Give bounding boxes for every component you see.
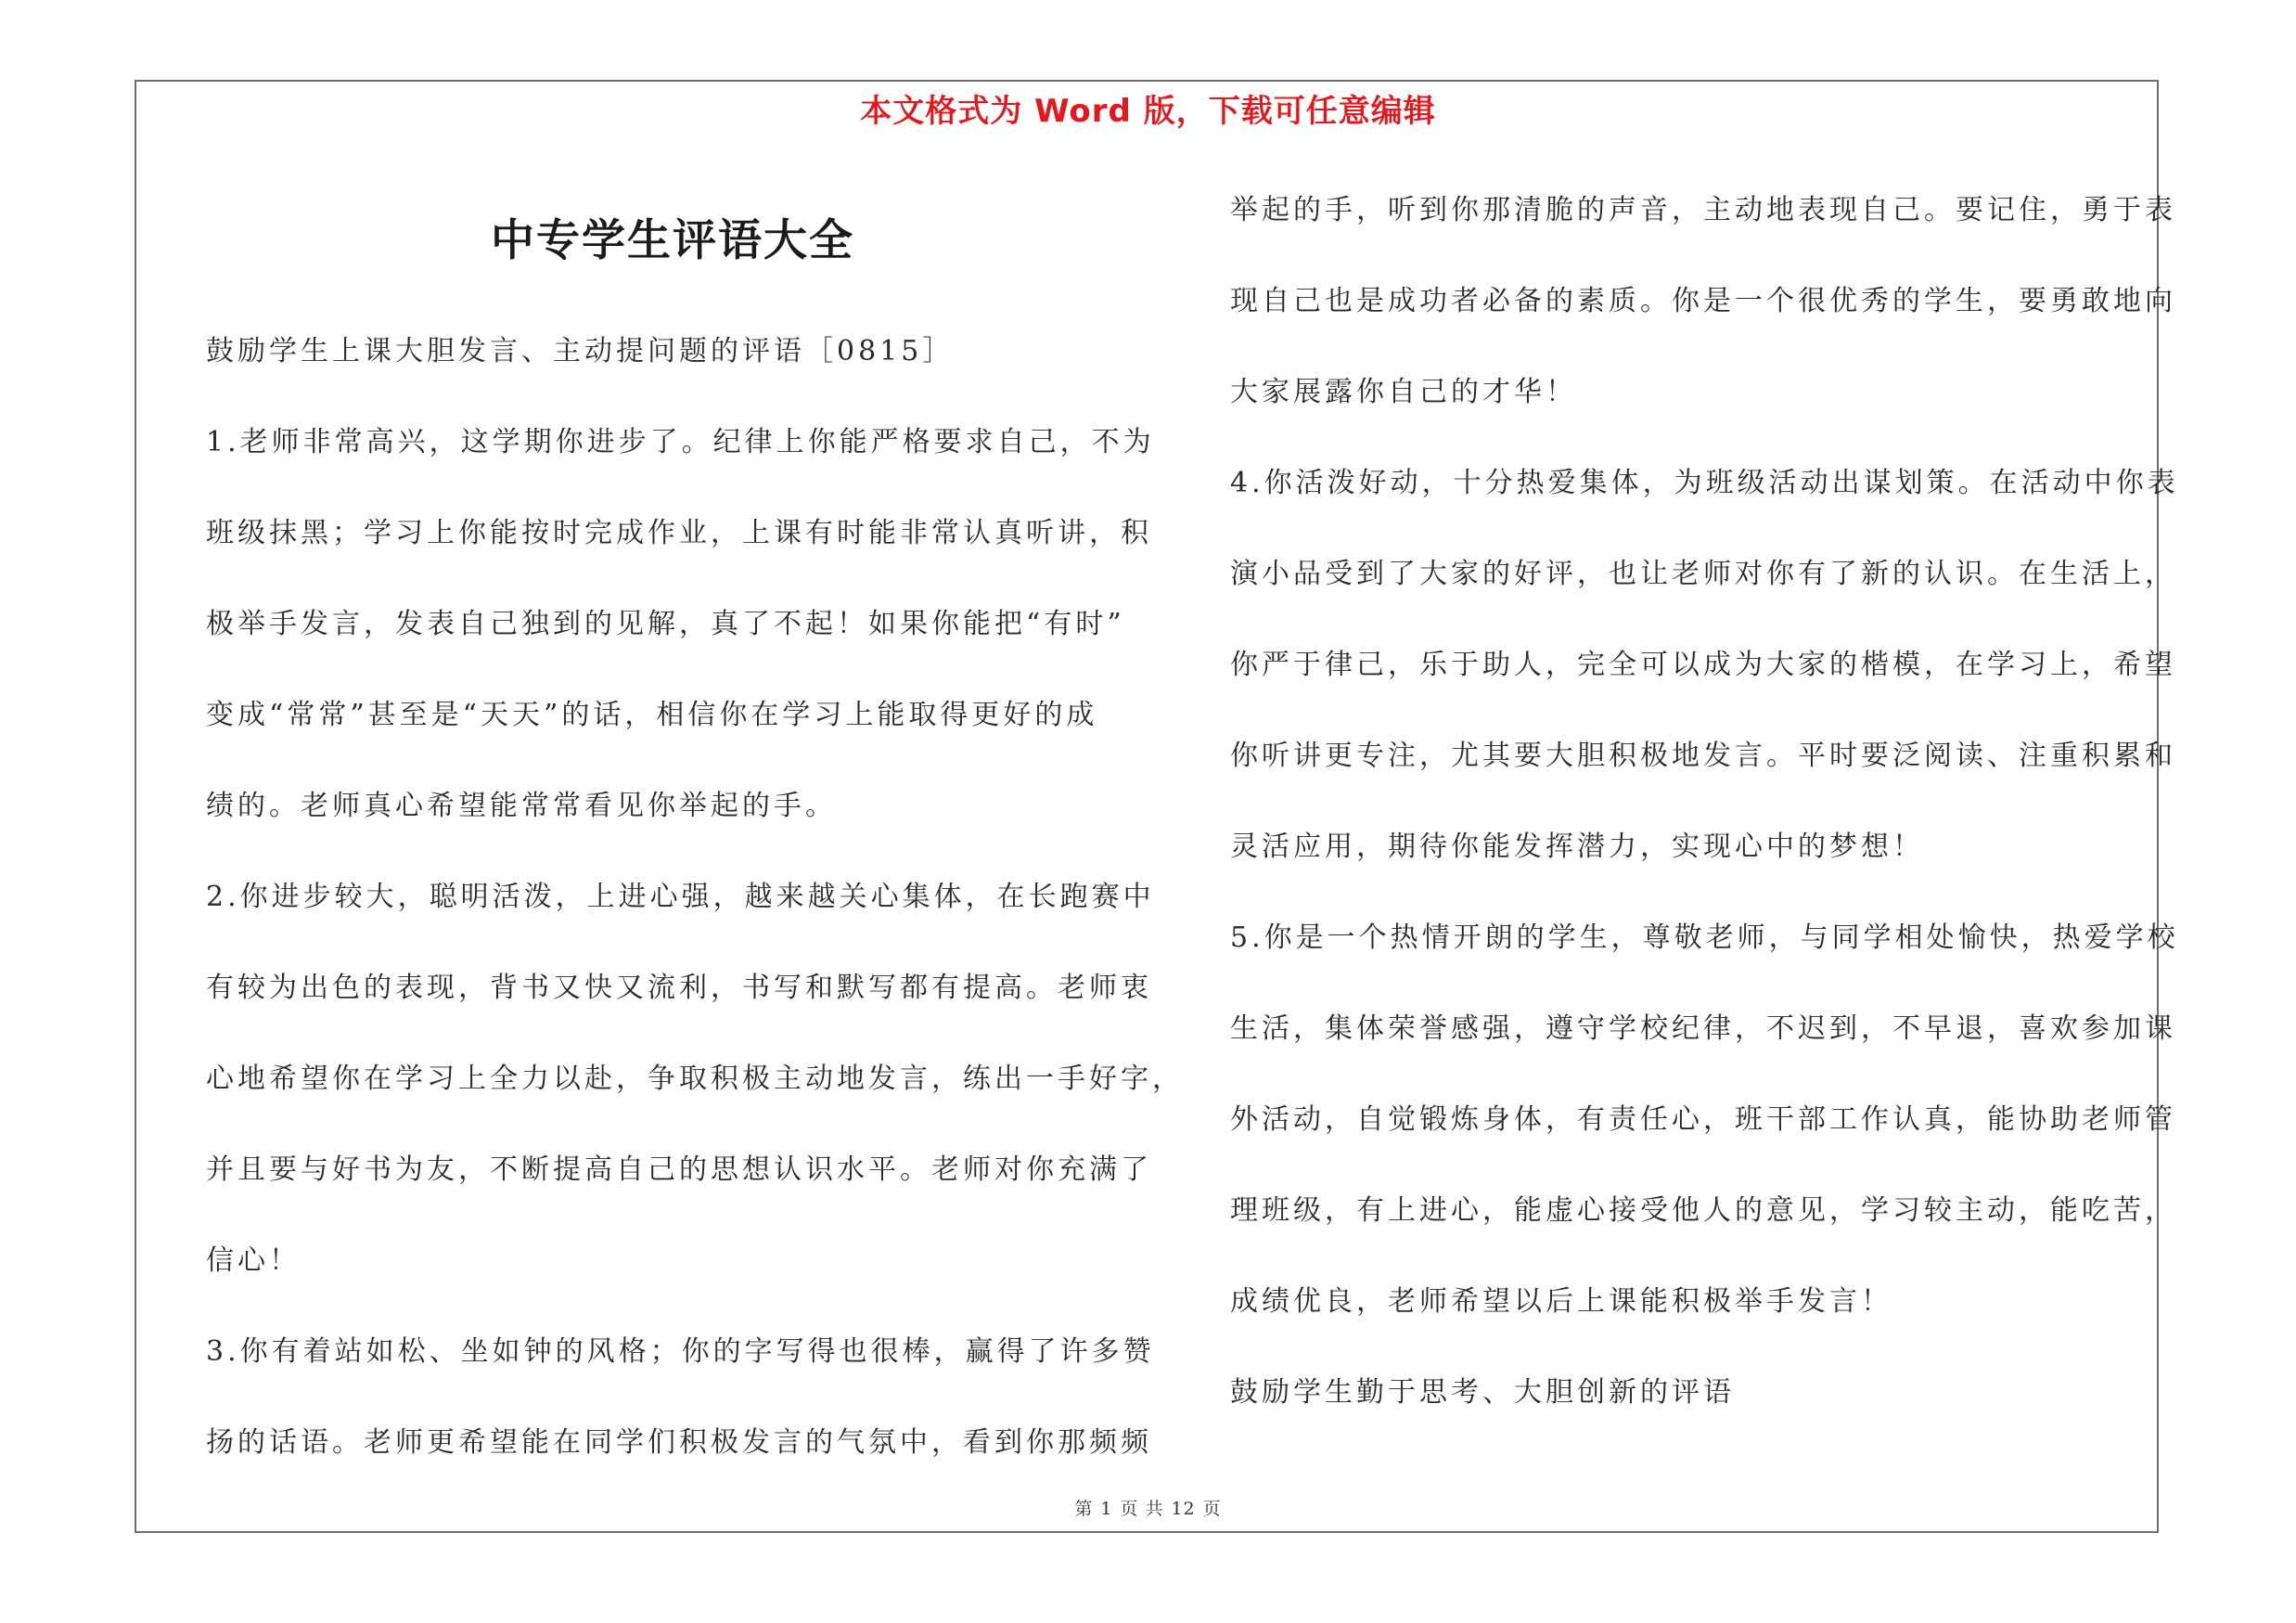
text-line: 现自己也是成功者必备的素质。你是一个很优秀的学生，要勇敢地向 [1230, 285, 2176, 317]
footer-prefix: 第 [1074, 1499, 1094, 1519]
text-line: 有较为出色的表现，背书又快又流利，书写和默写都有提高。老师衷 [206, 972, 1152, 1004]
footer-page-number: 1 [1100, 1499, 1113, 1519]
footer-total-pages: 12 [1171, 1499, 1196, 1519]
text-line: 5.你是一个热情开朗的学生，尊敬老师，与同学相处愉快，热爱学校 [1230, 921, 2179, 954]
document-title: 中专学生评语大全 [491, 215, 854, 266]
text-line: 你听讲更专注，尤其要大胆积极地发言。平时要泛阅读、注重积累和 [1230, 740, 2176, 772]
text-line: 心地希望你在学习上全力以赴，争取积极主动地发言，练出一手好字， [206, 1063, 1184, 1095]
text-line: 演小品受到了大家的好评，也让老师对你有了新的认识。在生活上， [1230, 558, 2176, 590]
left-column [206, 306, 1184, 1488]
text-line: 4.你活泼好动，十分热爱集体，为班级活动出谋划策。在活动中你表 [1230, 467, 2179, 499]
text-line: 极举手发言，发表自己独到的见解，真了不起！如果你能把“有时” [206, 608, 1125, 640]
footer-mid: 页 共 [1120, 1499, 1164, 1519]
text-line: 扬的话语。老师更希望能在同学们积极发言的气氛中，看到你那频频 [206, 1426, 1152, 1459]
text-line: 生活，集体荣誉感强，遵守学校纪律，不迟到，不早退，喜欢参加课 [1230, 1012, 2176, 1045]
format-banner: 本文格式为 Word 版，下载可任意编辑 [860, 93, 1436, 130]
text-line: 外活动，自觉锻炼身体，有责任心，班干部工作认真，能协助老师管 [1230, 1103, 2176, 1136]
text-line: 灵活应用，期待你能发挥潜力，实现心中的梦想！ [1230, 831, 1924, 863]
text-line: 大家展露你自己的才华！ [1230, 376, 1577, 408]
right-column [1230, 165, 2179, 1438]
page-footer [0, 1495, 2296, 1520]
text-line: 1.老师非常高兴，这学期你进步了。纪律上你能严格要求自己，不为 [206, 426, 1155, 458]
text-line: 信心！ [206, 1244, 301, 1277]
text-line: 成绩优良，老师希望以后上课能积极举手发言！ [1230, 1285, 1892, 1318]
text-line: 理班级，有上进心，能虚心接受他人的意见，学习较主动，能吃苦， [1230, 1194, 2176, 1227]
text-line: 绩的。老师真心希望能常常看见你举起的手。 [206, 790, 837, 822]
text-line: 并且要与好书为友，不断提高自己的思想认识水平。老师对你充满了 [206, 1153, 1152, 1186]
text-line: 鼓励学生勤于思考、大胆创新的评语 [1230, 1376, 1735, 1409]
text-line: 2.你进步较大，聪明活泼，上进心强，越来越关心集体，在长跑赛中 [206, 881, 1155, 913]
text-line: 鼓励学生上课大胆发言、主动提问题的评语［0815］ [206, 335, 955, 367]
text-line: 班级抹黑；学习上你能按时完成作业，上课有时能非常认真听讲，积 [206, 517, 1152, 549]
text-line: 3.你有着站如松、坐如钟的风格；你的字写得也很棒，赢得了许多赞 [206, 1335, 1155, 1368]
text-line: 举起的手，听到你那清脆的声音，主动地表现自己。要记住，勇于表 [1230, 194, 2176, 226]
text-line: 你严于律己，乐于助人，完全可以成为大家的楷模，在学习上，希望 [1230, 649, 2176, 681]
footer-suffix: 页 [1202, 1499, 1222, 1519]
text-line: 变成“常常”甚至是“天天”的话，相信你在学习上能取得更好的成 [206, 699, 1098, 731]
